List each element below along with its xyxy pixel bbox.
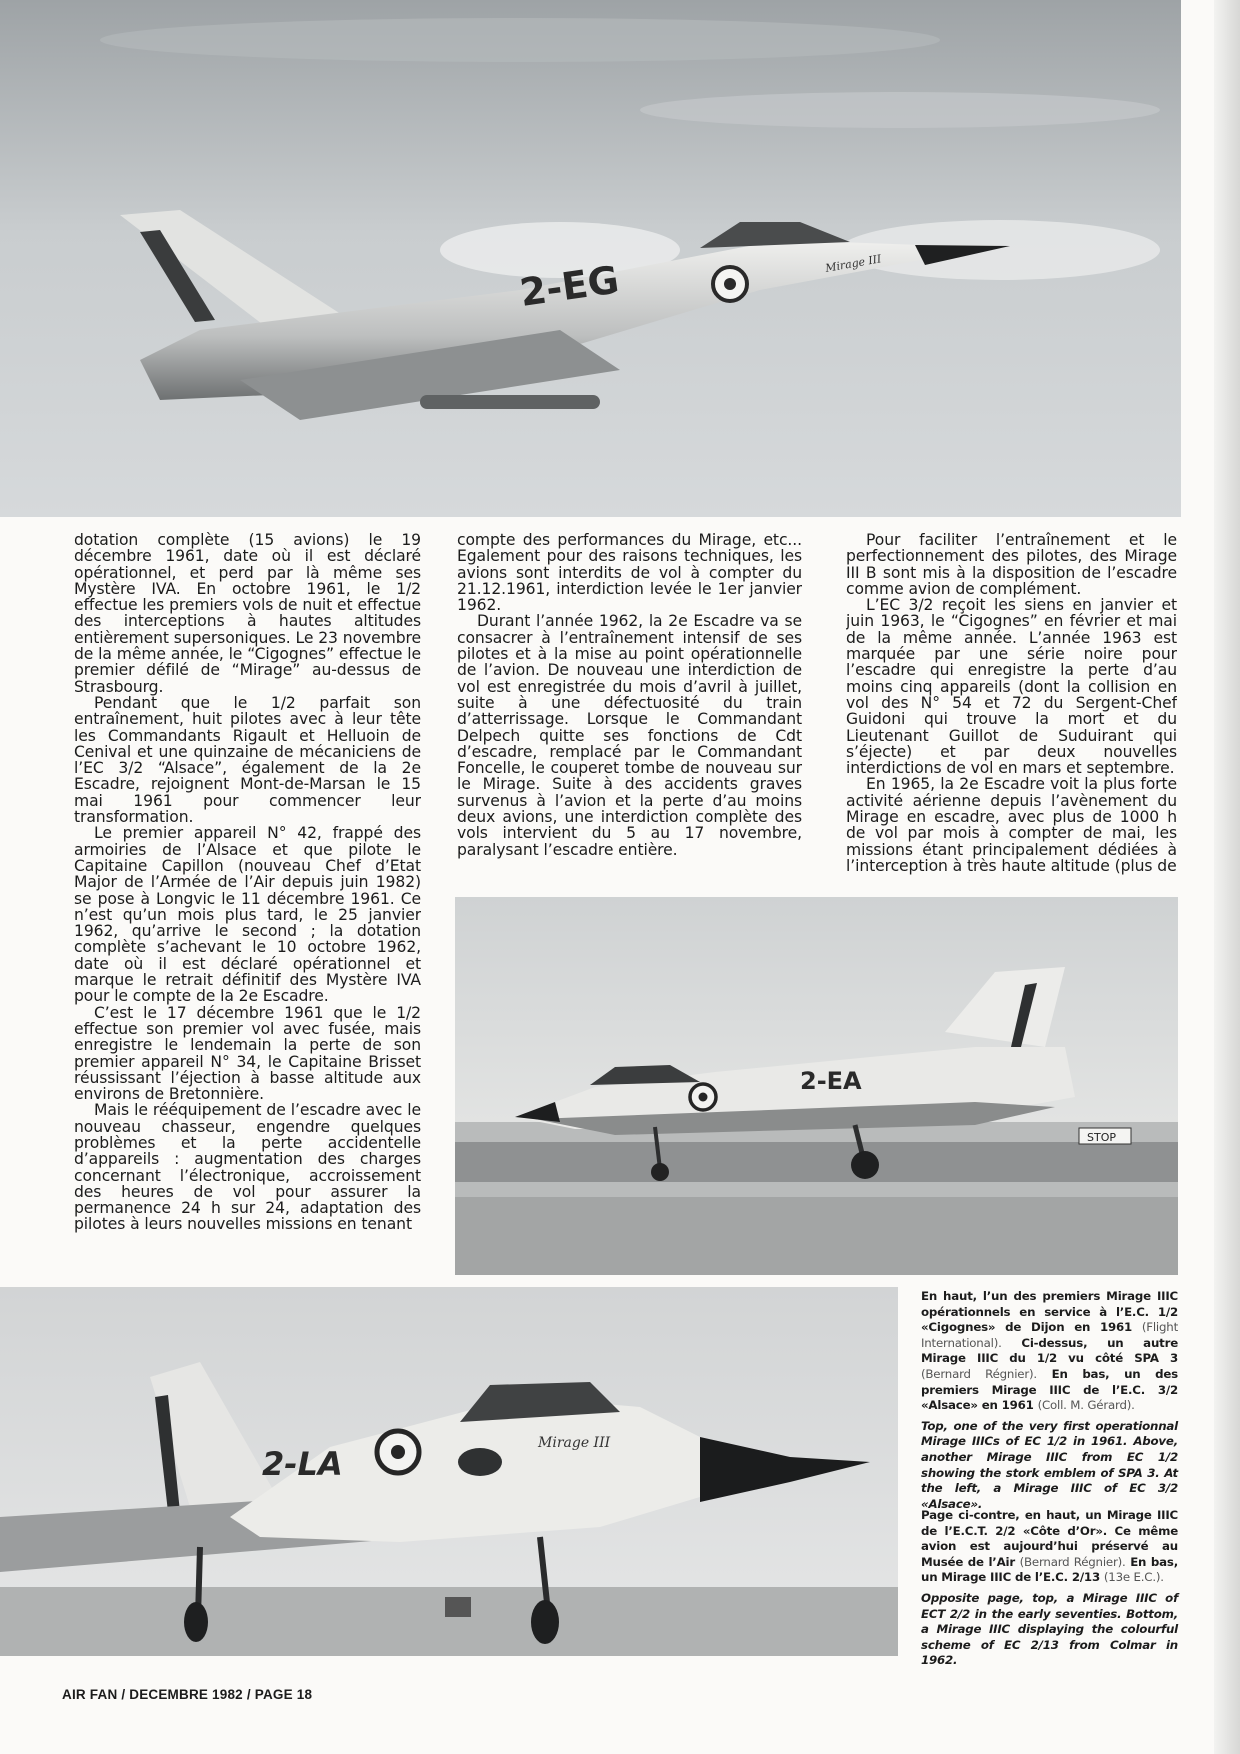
page-edge-shadow [1214,0,1240,1754]
caption-2-english: Opposite page, top, a Mirage IIIC of ECT 2/2 in the early seventies. Bottom, a Mirage IIIC displaying the colourful scheme of EC 2/13 from Colmar in 1962. [921,1590,1178,1668]
photo-caption-1 [921,1289,1178,1512]
photo-middle-mirage-2-ea [455,897,1178,1275]
caption-2-french-text-2: En bas, un Mirage IIIC de l’E.C. 2/13 [921,1554,1178,1585]
article-column-3 [846,532,1177,890]
col2-paragraph-1: compte des performances du Mirage, etc... Egalement pour des raisons techniques, les avions sont interdits de vol à compter du 21.12.1961, interdiction levée le 1er janvier 1962. [457,532,802,615]
col1-paragraph-4: C’est le 17 décembre 1961 que le 1/2 effectue son premier vol avec fusée, mais enregistre le lendemain la perte de son premier appareil N° 34, le Capitaine Brisset réussissant l’éjection à basse altitude aux environs de Bretonnière. [74,1003,421,1104]
col3-paragraph-1: Pour faciliter l’entraînement et le perfectionnement des pilotes, des Mirage III B sont mis à la disposition de l’escadre comme avion de complément. [846,532,1177,598]
article-column-1 [74,532,421,1278]
caption-1-english: Top, one of the very first operationnal Mirage IIICs of EC 1/2 in 1961. Above, another Mirage IIIC from EC 1/2 showing the stork emblem of SPA 3. At the left, a Mirage IIIC of EC 3/2 «Alsace». [921,1418,1178,1511]
top-photo-code: 2-EG [517,257,622,315]
caption-2-french-text-1: Page ci-contre, en haut, un Mirage IIIC de l’E.C.T. 2/2 «Côte d’Or». Ce même avion est aujourd’hui préservé au Musée de l’Air [921,1508,1178,1569]
photo-caption-2 [921,1508,1178,1669]
col1-paragraph-2: Pendant que le 1/2 parfait son entraînement, huit pilotes avec à leur tête les Commandants Rigault et Helluoin de Cenival et une quinzaine de mécaniciens de l’EC 3/2 “Alsace”, également de la 2e Escadre, rejoignent Mont-de-Marsan le 15 mai 1961 pour commencer leur transformation. [74,693,421,827]
page-footer: AIR FAN / DECEMBRE 1982 / PAGE 18 [62,1687,313,1702]
col3-paragraph-2: L’EC 3/2 reçoit les siens en janvier et juin 1963, le “Cigognes” en février et mai de la même année. L’année 1963 est marquée par une série noire pour l’escadre qui enregistre la perte d’au moins cinq appareils (dont la collision en vol des N° 54 et 72 du Sergent-Chef Guidoni qui trouve la mort et du Lieutenant Guillot de Suduirant qui s’éjecte) et par deux nouvelles interdictions de vol en mars et septembre. [846,596,1177,778]
col1-paragraph-3: Le premier appareil N° 42, frappé des armoiries de l’Alsace et que pilote le Capitaine Capillon (nouveau Chef d’Etat Major de l’Armée de l’Air depuis juin 1982) se pose à Longvic le 11 décembre 1961. Ce n’est qu’un mois plus tard, le 25 janvier 1962, qu’arrive le second ; la dotation complète s’achevant le 10 octobre 1962, date où il est déclaré opérationnel et marque le retrait définitif des Mystère IVA pour le compte de la 2e Escadre. [74,824,421,1006]
caption-1-credit-3: (Coll. M. Gérard). [1037,1398,1135,1413]
caption-2-french [921,1508,1178,1586]
photo-top-mirage-2-eg [0,0,1181,517]
article-column-2 [457,532,802,890]
caption-1-credit-2: (Bernard Régnier). [921,1366,1037,1381]
top-photo-script: Mirage III [824,252,883,275]
middle-photo-code: 2-EA [800,1067,862,1095]
caption-1-french [921,1289,1178,1414]
caption-1-credit-1: (Flight International). [921,1320,1178,1350]
caption-1-french-text-3: En bas, un des premiers Mirage IIIC de l’E.C. 3/2 «Alsace» en 1961 [921,1366,1178,1413]
caption-1-french-text-1: En haut, l’un des premiers Mirage IIIC opérationnels en service à l’E.C. 1/2 «Cigognes» de Dijon en 1961 [921,1289,1178,1335]
col1-paragraph-1: dotation complète (15 avions) le 19 décembre 1961, date où il est déclaré opérationnel, et perd par là même ses Mystère IVA. En octobre 1961, le 1/2 effectue les premiers vols de nuit et effectue des interceptions à hautes altitudes entièrement supersoniques. Le 23 novembre de la même année, le “Cigognes” effectue le premier défilé de “Mirage” au-dessus de Strasbourg. [74,532,421,696]
col2-paragraph-2: Durant l’année 1962, la 2e Escadre va se consacrer à l’entraînement intensif de ses pilotes et à la mise au point opérationnelle de l’avion. De nouveau une interdiction de vol est enregistrée du mois d’avril à juillet, suite à une défectuosité du train d’atterrissage. Lorsque le Commandant Delpech quitte ses fonctions de Cdt d’escadre, remplacé par le Commandant Foncelle, le couperet tombe de nouveau sur le Mirage. Suite à des accidents graves survenus à l’avion et la perte d’au moins deux avions, une interdiction complète des vols intervient du 5 au 17 novembre, paralysant l’escadre entière. [457,612,802,859]
caption-1-french-text-2: Ci-dessus, un autre Mirage IIIC du 1/2 vu côté SPA 3 [921,1335,1178,1366]
col1-paragraph-5: Mais le rééquipement de l’escadre avec le nouveau chasseur, engendre quelques problèmes et la perte accidentelle d’appareils : augmentation des charges concernant l’électronique, accroissement des heures de vol pour assurer la permanence 24 h sur 24, adaptation des pilotes à leurs nouvelles missions en tenant [74,1101,421,1234]
caption-2-credit-1: (Bernard Régnier). [1019,1554,1126,1569]
middle-photo-stop-sign: STOP [1087,1131,1116,1144]
bottom-photo-code: 2-LA [262,1445,343,1483]
photo-bottom-mirage-2-la [0,1287,898,1656]
col3-paragraph-3: En 1965, la 2e Escadre voit la plus forte activité aérienne depuis l’avènement du Mirage en escadre, avec plus de 1000 h de vol par mois à compter de mai, les missions étant principalement dédiées à l’interception à très haute altitude (plus de [846,775,1177,875]
caption-2-credit-2: (13e E.C.). [1103,1570,1164,1585]
bottom-photo-script: Mirage III [538,1435,611,1451]
